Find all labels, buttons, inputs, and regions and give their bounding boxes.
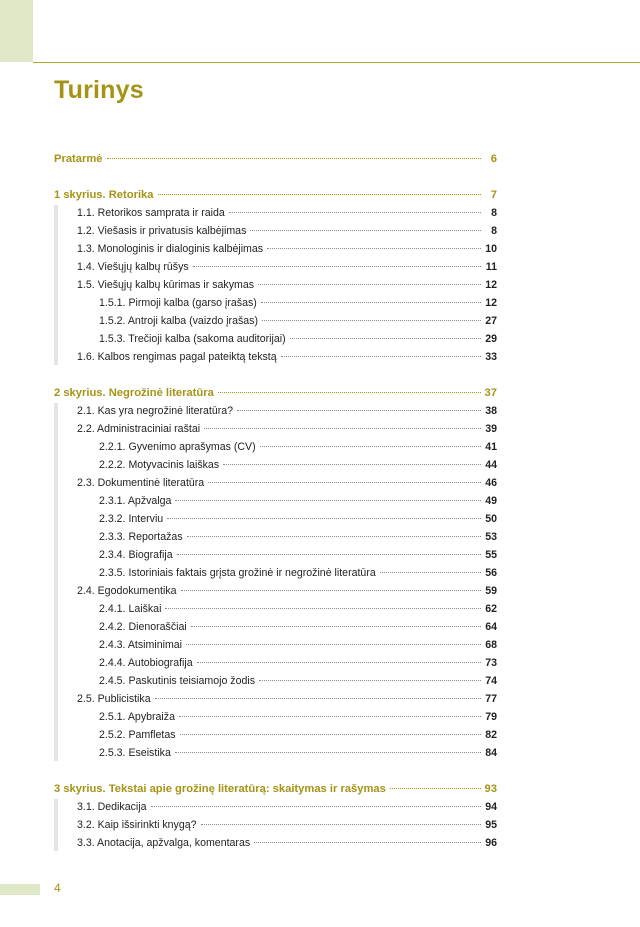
toc-entry-title: 2.5. Publicistika [77, 693, 151, 705]
toc-entry[interactable] [54, 834, 497, 852]
toc-entry-page-number: 93 [484, 783, 497, 795]
toc-entry[interactable] [54, 672, 497, 690]
toc-entry-page-number: 68 [485, 639, 497, 651]
toc-chapter-entry[interactable] [54, 186, 497, 204]
dot-leader [186, 644, 481, 645]
toc-chapter-entry[interactable] [54, 384, 497, 402]
footer-decoration [0, 884, 40, 895]
toc-entry[interactable] [54, 636, 497, 654]
toc-entry-title: Pratarmė [54, 153, 103, 165]
toc-chapter-entry[interactable] [54, 150, 497, 168]
toc-entry[interactable] [54, 402, 497, 420]
toc-entry-page-number: 94 [485, 801, 497, 813]
toc-entry-title: 3 skyrius. Tekstai apie grožinę literatūrą: skaitymas ir rašymas [54, 783, 386, 795]
toc-entry[interactable] [54, 690, 497, 708]
toc-entry[interactable] [54, 492, 497, 510]
dot-leader [261, 302, 481, 303]
toc-entry-title: 2.2.1. Gyvenimo aprašymas (CV) [99, 441, 256, 453]
toc-entry-page-number: 12 [485, 297, 497, 309]
toc-entry[interactable] [54, 330, 497, 348]
dot-leader [158, 194, 482, 195]
toc-spacer [54, 762, 497, 780]
toc-entry-page-number: 53 [485, 531, 497, 543]
toc-entry-title: 2.5.2. Pamfletas [99, 729, 176, 741]
toc-entry[interactable] [54, 474, 497, 492]
section-indent-bar [54, 205, 58, 365]
section-indent-bar [54, 799, 58, 851]
toc-entry[interactable] [54, 618, 497, 636]
toc-entry[interactable] [54, 276, 497, 294]
toc-entry-title: 1.4. Viešųjų kalbų rūšys [77, 261, 189, 273]
dot-leader [197, 662, 481, 663]
toc-entry-title: 3.3. Anotacija, apžvalga, komentaras [77, 837, 251, 849]
toc-entry-page-number: 64 [485, 621, 497, 633]
toc-entry-title: 2.4.2. Dienoraščiai [99, 621, 187, 633]
toc-entry-title: 2.4.4. Autobiografija [99, 657, 193, 669]
dot-leader [380, 572, 481, 573]
dot-leader [180, 734, 481, 735]
dot-leader [155, 698, 481, 699]
toc-entry-page-number: 96 [485, 837, 497, 849]
dot-leader [151, 806, 482, 807]
dot-leader [208, 482, 481, 483]
toc-entry-page-number: 12 [485, 279, 497, 291]
toc-entry[interactable] [54, 798, 497, 816]
dot-leader [177, 554, 481, 555]
toc-entry[interactable] [54, 816, 497, 834]
toc-entry-page-number: 56 [485, 567, 497, 579]
toc-entry-page-number: 79 [485, 711, 497, 723]
toc-entry-page-number: 84 [485, 747, 497, 759]
toc-entry-title: 1.5.1. Pirmoji kalba (garso įrašas) [99, 297, 257, 309]
dot-leader [181, 590, 481, 591]
toc-entry-page-number: 29 [485, 333, 497, 345]
toc-entry-title: 2.3.4. Biografija [99, 549, 173, 561]
toc-entry-title: 2.4.5. Paskutinis teisiamojo žodis [99, 675, 256, 687]
dot-leader [267, 248, 481, 249]
toc-entry-page-number: 8 [491, 225, 497, 237]
toc-entry[interactable] [54, 528, 497, 546]
toc-entry-title: 2.3.1. Apžvalga [99, 495, 172, 507]
dot-leader [223, 464, 481, 465]
toc-entry-title: 2.3.2. Interviu [99, 513, 164, 525]
toc-entry-title: 1.5. Viešųjų kalbų kūrimas ir sakymas [77, 279, 255, 291]
toc-entry-page-number: 39 [485, 423, 497, 435]
toc-entry-title: 2.2.2. Motyvacinis laiškas [99, 459, 220, 471]
toc-entry-title: 2.1. Kas yra negrožinė literatūra? [77, 405, 234, 417]
toc-entry-page-number: 62 [485, 603, 497, 615]
toc-entry-title: 1.6. Kalbos rengimas pagal pateiktą tekstą [77, 351, 277, 363]
corner-decoration [0, 0, 33, 62]
page-number: 4 [54, 881, 61, 895]
dot-leader [258, 284, 481, 285]
toc-entry-page-number: 6 [490, 153, 497, 165]
table-of-contents [54, 150, 497, 852]
toc-entry-page-number: 74 [485, 675, 497, 687]
toc-entry[interactable] [54, 204, 497, 222]
toc-entry-page-number: 49 [485, 495, 497, 507]
toc-entry-page-number: 95 [485, 819, 497, 831]
toc-entry-page-number: 50 [485, 513, 497, 525]
toc-entry[interactable] [54, 240, 497, 258]
toc-spacer [54, 366, 497, 384]
toc-entry[interactable] [54, 222, 497, 240]
toc-entry-title: 2.5.1. Apybraiža [99, 711, 175, 723]
toc-entry-title: 1.3. Monologinis ir dialoginis kalbėjimas [77, 243, 264, 255]
toc-entry-page-number: 33 [485, 351, 497, 363]
toc-entry-page-number: 10 [485, 243, 497, 255]
toc-entry-page-number: 59 [485, 585, 497, 597]
toc-entry-page-number: 8 [491, 207, 497, 219]
toc-entry-page-number: 41 [485, 441, 497, 453]
toc-entry-page-number: 7 [490, 189, 497, 201]
dot-leader [290, 338, 481, 339]
toc-entry-page-number: 46 [485, 477, 497, 489]
header-rule [33, 62, 640, 63]
toc-entry-page-number: 77 [485, 693, 497, 705]
dot-leader [260, 446, 481, 447]
toc-entry-title: 2.3. Dokumentinė literatūra [77, 477, 205, 489]
dot-leader [165, 608, 481, 609]
toc-entry[interactable] [54, 510, 497, 528]
toc-entry[interactable] [54, 348, 497, 366]
toc-chapter-entry[interactable] [54, 780, 497, 798]
toc-entry-title: 1.5.2. Antroji kalba (vaizdo įrašas) [99, 315, 258, 327]
toc-entry-page-number: 73 [485, 657, 497, 669]
dot-leader [193, 266, 481, 267]
toc-entry[interactable] [54, 726, 497, 744]
toc-entry[interactable] [54, 312, 497, 330]
toc-entry[interactable] [54, 744, 497, 762]
toc-entry[interactable] [54, 456, 497, 474]
dot-leader [237, 410, 481, 411]
dot-leader [281, 356, 481, 357]
toc-entry[interactable] [54, 420, 497, 438]
toc-entry[interactable] [54, 708, 497, 726]
toc-entry[interactable] [54, 600, 497, 618]
toc-entry-page-number: 82 [485, 729, 497, 741]
toc-entry-title: 1.2. Viešasis ir privatusis kalbėjimas [77, 225, 247, 237]
toc-entry-page-number: 44 [485, 459, 497, 471]
dot-leader [191, 626, 481, 627]
toc-entry-title: 3.2. Kaip išsirinkti knygą? [77, 819, 197, 831]
toc-entry-title: 2.4.1. Laiškai [99, 603, 162, 615]
toc-entry-title: 1.1. Retorikos samprata ir raida [77, 207, 225, 219]
dot-leader [390, 788, 481, 789]
toc-entry-page-number: 37 [484, 387, 497, 399]
toc-entry[interactable] [54, 654, 497, 672]
dot-leader [187, 536, 481, 537]
section-indent-bar [54, 403, 58, 761]
toc-entry-page-number: 38 [485, 405, 497, 417]
toc-entry[interactable] [54, 294, 497, 312]
toc-entry-title: 3.1. Dedikacija [77, 801, 147, 813]
dot-leader [254, 842, 481, 843]
toc-entry[interactable] [54, 546, 497, 564]
toc-entry-title: 2.5.3. Eseistika [99, 747, 171, 759]
toc-entry[interactable] [54, 564, 497, 582]
dot-leader [259, 680, 481, 681]
toc-entry-page-number: 55 [485, 549, 497, 561]
dot-leader [201, 824, 481, 825]
toc-entry-page-number: 11 [485, 261, 497, 273]
toc-entry[interactable] [54, 258, 497, 276]
toc-entry-title: 1 skyrius. Retorika [54, 189, 154, 201]
toc-entry[interactable] [54, 438, 497, 456]
toc-entry-title: 2.4.3. Atsiminimai [99, 639, 183, 651]
dot-leader [175, 500, 481, 501]
dot-leader [218, 392, 481, 393]
toc-entry-title: 2.2. Administraciniai raštai [77, 423, 201, 435]
dot-leader [204, 428, 481, 429]
dot-leader [250, 230, 481, 231]
toc-spacer [54, 168, 497, 186]
toc-entry-title: 2 skyrius. Negrožinė literatūra [54, 387, 214, 399]
toc-entry-page-number: 27 [485, 315, 497, 327]
dot-leader [175, 752, 481, 753]
toc-entry-title: 2.3.3. Reportažas [99, 531, 183, 543]
toc-entry-title: 1.5.3. Trečioji kalba (sakoma auditorijai) [99, 333, 286, 345]
dot-leader [262, 320, 481, 321]
dot-leader [107, 158, 481, 159]
dot-leader [167, 518, 481, 519]
toc-entry-title: 2.3.5. Istoriniais faktais grįsta grožinė ir negrožinė literatūra [99, 567, 376, 579]
toc-entry[interactable] [54, 582, 497, 600]
dot-leader [179, 716, 481, 717]
page-title: Turinys [54, 76, 144, 104]
toc-entry-title: 2.4. Egodokumentika [77, 585, 177, 597]
dot-leader [229, 212, 481, 213]
